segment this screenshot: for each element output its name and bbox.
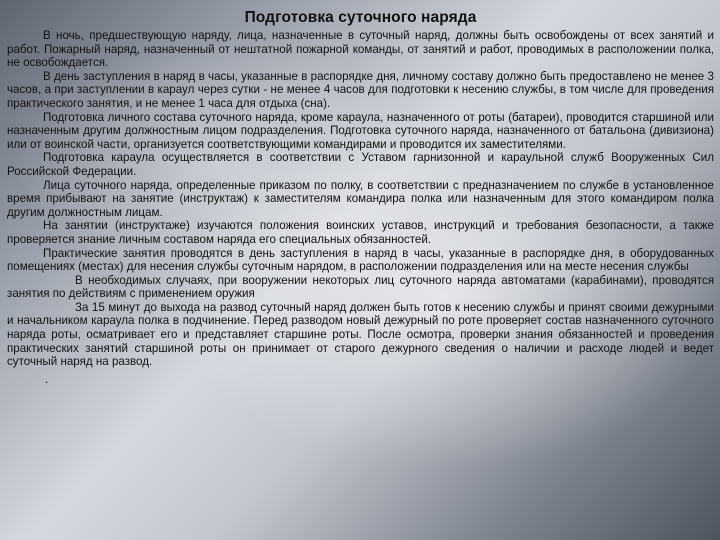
paragraph-briefing-attendance: Лица суточного наряда, определенные приказом по полку, в соответствии с предназначением по службе в установленное время прибывают на занятие (инструктаж) к заместителям командира полка или назначенным для этого командиром полка другим должностным лицам. [7, 178, 714, 219]
paragraph-briefing-content: На занятии (инструктаже) изучаются положения воинских уставов, инструкций и требования безопасности, а также проверяется знание личным составом наряда его специальных обязанностей. [7, 219, 714, 246]
body-text [7, 29, 714, 369]
paragraph-preparation: Подготовка личного состава суточного наряда, кроме караула, назначенного от роты (батареи), проводится старшиной или назначенным другим должностным лицом подразделения. Подготовка суточного наряда, назначенного от батальона (дивизиона) или от воинской части, организуется соответствующими командирами и проводится их заместителями. [7, 110, 714, 151]
paragraph-night-before: В ночь, предшествующую наряду, лица, назначенные в суточный наряд, должны быть освобождены от всех занятий и работ. Пожарный наряд, назначенный от нештатной пожарной команды, от занятий и работ, проводимых в расположении полка, не освобождается. [7, 29, 714, 70]
trailing-mark: . [45, 372, 49, 386]
page-title: Подготовка суточного наряда [244, 9, 477, 26]
paragraph-weapons-drills: В необходимых случаях, при вооружении некоторых лиц суточного наряда автоматами (карабинами), проводятся занятия по действиям с применением оружия [7, 273, 714, 301]
paragraph-before-mounting: За 15 минут до выхода на развод суточный наряд должен быть готов к несению службы и принят своими дежурными и начальником караула полка в подчинение. Перед разводом новый дежурный по роте проверяет состав назначенного суточного наряда роты, осматривает его и представляет старшине роты. После осмотра, проверки знания обязанностей и проведения практических занятий старшиной роты он принимает от старого дежурного сведения о наличии и расходе людей и ведет суточный наряд на развод. [7, 300, 714, 369]
paragraph-guard-preparation: Подготовка караула осуществляется в соответствии с Уставом гарнизонной и караульной служб Вооруженных Сил Российской Федерации. [7, 151, 714, 178]
paragraph-practical-sessions: Практические занятия проводятся в день заступления в наряд в часы, указанные в распорядке дня, в оборудованных помещениях (местах) для несения службы суточным нарядом, в расположении подразделения или на месте несения службы [7, 246, 714, 274]
paragraph-duty-day: В день заступления в наряд в часы, указанные в распорядке дня, личному составу должно быть предоставлено не менее 3 часов, а при заступлении в караул через сутки - не менее 4 часов для подготовки к несению службы, в том числе для проведения практического занятия, и не менее 1 часа для отдыха (сна). [7, 69, 714, 110]
